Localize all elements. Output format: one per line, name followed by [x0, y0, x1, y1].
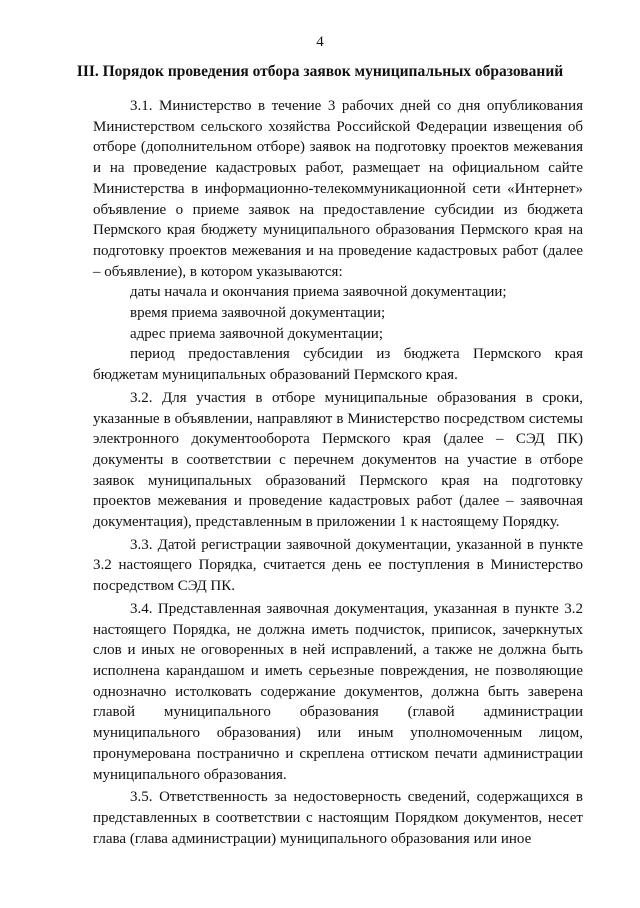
paragraph-3-3: 3.3. Датой регистрации заявочной документации, указанной в пункте 3.2 настоящего Порядка, считается день ее поступления в Министерство посредством СЭД ПК.	[93, 536, 583, 595]
list-item-address: адрес приема заявочной документации;	[130, 325, 383, 342]
paragraph-3-5: 3.5. Ответственность за недостоверность сведений, содержащихся в представленных в соответствии с настоящим Порядком документов, несет глава (глава администрации) муниципального образования или иное	[93, 789, 583, 847]
page-number: 4	[316, 34, 324, 50]
list-item-time: время приема заявочной документации;	[130, 305, 386, 322]
paragraph-3-2: 3.2. Для участия в отборе муниципальные образования в сроки, указанные в объявлении, направляют в Министерство посредством системы электронного документооборота Пермского края (далее – СЭД ПК) документы в соответствии с перечнем документов на участие в отборе заявок муниципальных образований Пермского края на подготовку проектов межевания и проведение кадастровых работ (далее – заявочная документация), представленным в приложении 1 к настоящему Порядку.	[93, 389, 583, 531]
paragraph-3-1: 3.1. Министерство в течение 3 рабочих дней со дня опубликования Министерством сельского хозяйства Российской Федерации извещения об отборе (дополнительном отборе) заявок на подготовку проектов межевания и на проведение кадастровых работ, размещает на официальном сайте Министерства в информационно-телекоммуникационной сети «Интернет» объявление о приеме заявок на предоставление субсидии из бюджета Пермского края бюджету муниципального образования Пермского края на подготовку проектов межевания и на проведение кадастровых работ (далее – объявление), в котором указываются:	[93, 98, 583, 280]
section-heading: III. Порядок проведения отбора заявок муниципальных образований	[76, 63, 564, 80]
list-item-dates: даты начала и окончания приема заявочной документации;	[130, 284, 507, 301]
list-item-period: период предоставления субсидии из бюджета Пермского края бюджетам муниципальных образований Пермского края.	[93, 346, 583, 384]
paragraph-3-4: 3.4. Представленная заявочная документация, указанная в пункте 3.2 настоящего Порядка, не должна иметь подчисток, приписок, зачеркнутых слов и иных не оговоренных в ней исправлений, а также не должна быть исполнена карандашом и иметь серьезные повреждения, не позволяющие однозначно истолковать содержание документов, должна быть заверена главой муниципального образования (главой администрации муниципального образования) или иным уполномоченным лицом, пронумерована постранично и скреплена оттиском печати администрации муниципального образования.	[93, 600, 583, 783]
document-body	[93, 96, 583, 849]
